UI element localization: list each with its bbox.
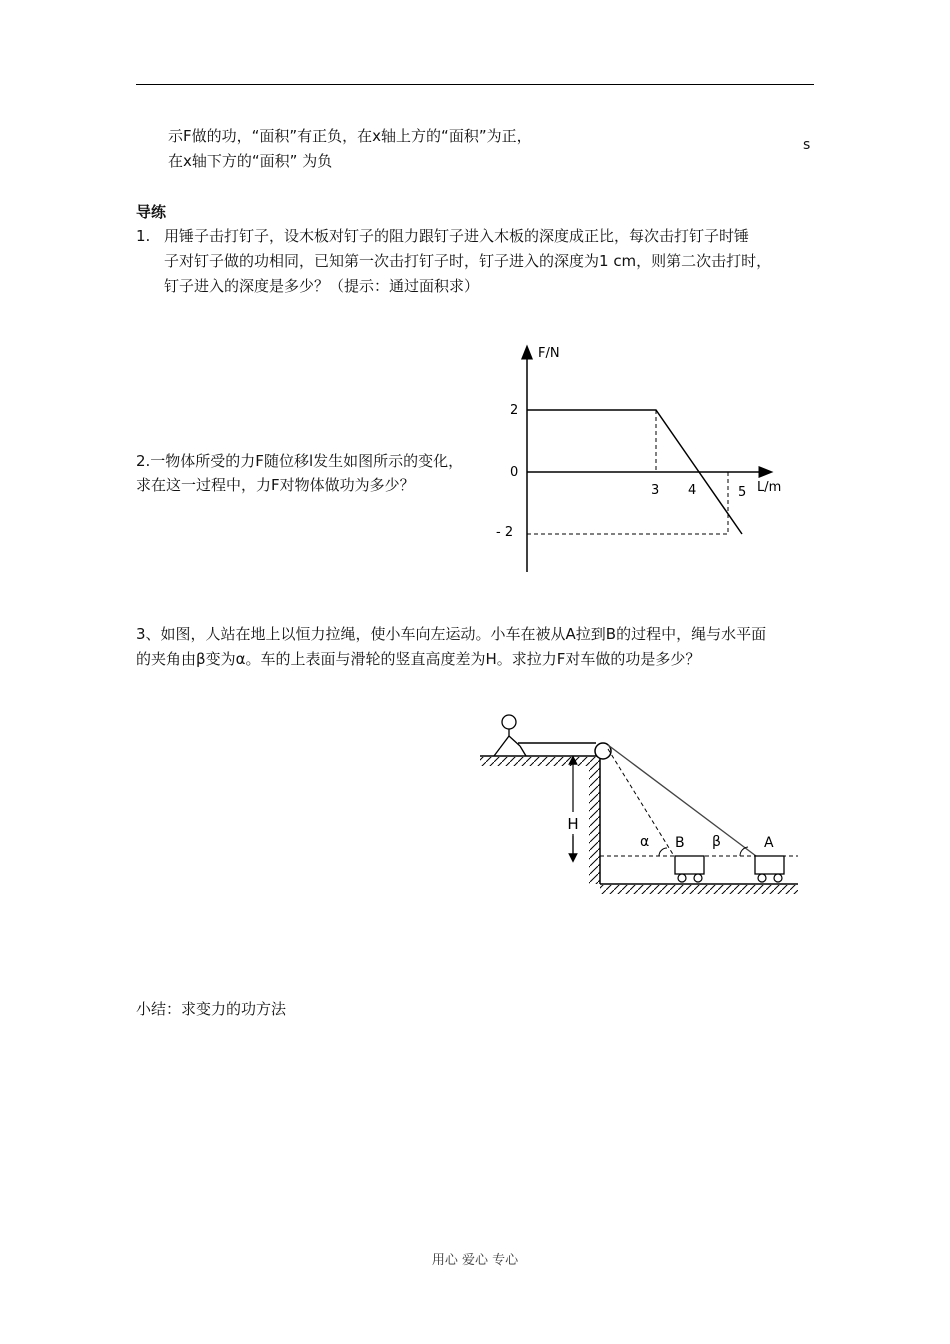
q1-line-3: 钉子进入的深度是多少？（提示：通过面积求） [164,277,480,295]
x-tick-5: 5 [738,485,747,500]
header-rule [136,84,814,85]
page-footer: 用心 爱心 专心 [431,1253,519,1268]
x-tick-4: 4 [688,483,697,498]
x-axis-label: L/m [757,480,782,495]
pulley-cart-diagram [478,706,808,910]
section-title: 导练 [136,203,167,221]
q1-number: 1. [136,227,151,245]
h-label: H [567,815,579,833]
cliff-hatch [589,766,600,884]
cart-b [675,856,704,874]
force-displacement-graph [490,340,790,580]
point-a-label: A [764,835,774,851]
y-tick-0: 0 [510,465,519,480]
y-axis-label: F/N [538,346,560,361]
q2-line-2: 求在这一过程中，力F对物体做功为多少？ [136,476,415,494]
y-tick-2: 2 [510,403,519,418]
alpha-arc [659,848,667,856]
point-b-label: B [675,835,685,851]
q1-line-2: 子对钉子做的功相同，已知第一次击打钉子时，钉子进入的深度为1 cm，则第二次击打时， [164,252,772,270]
summary: 小结：求变力的功方法 [136,1000,287,1018]
q3-line-1: 3、如图，人站在地上以恒力拉绳，使小车向左运动。小车在被从A拉到B的过程中，绳与水平面 [136,625,767,643]
cart-a [755,856,784,874]
side-mark: s [803,137,811,153]
intro-line-1: 示F做的功，“面积”有正负，在x轴上方的“面积”为正， [168,127,532,145]
q3-line-2: 的夹角由β变为α。车的上表面与滑轮的竖直高度差为H。求拉力F对车做的功是多少？ [136,650,701,668]
x-tick-3: 3 [651,483,660,498]
beta-label: β [712,834,721,850]
person-head [502,715,516,729]
alpha-label: α [640,834,650,850]
q1-line-1: 用锤子击打钉子，设木板对钉子的阻力跟钉子进入木板的深度成正比，每次击打钉子时锤 [164,227,750,245]
y-tick-neg2: - 2 [496,525,514,540]
intro-line-2: 在x轴下方的“面积” 为负 [168,152,333,170]
upper-ground-hatch [480,757,600,766]
lower-ground-hatch [600,885,798,894]
q2-line-1: 2.一物体所受的力F随位移l发生如图所示的变化， [136,452,464,470]
